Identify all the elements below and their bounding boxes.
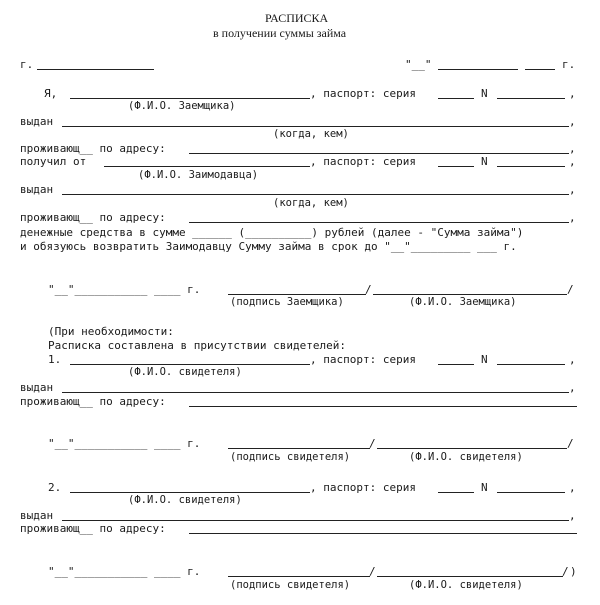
comma: , xyxy=(569,155,576,168)
slash: / xyxy=(567,437,574,450)
witness1-address-label: проживающ__ по адресу: xyxy=(20,395,166,408)
witness2-fio-sign-field[interactable] xyxy=(377,576,563,577)
witness2-number: 2. xyxy=(48,481,62,494)
witness2-passport-number-field[interactable] xyxy=(497,492,565,493)
borrower-name-field[interactable] xyxy=(70,98,310,99)
witness1-passport-n-label: N xyxy=(481,353,488,366)
borrower-address-field[interactable] xyxy=(189,153,569,154)
lender-issued-label: выдан xyxy=(20,183,54,196)
witness2-passport-series-field[interactable] xyxy=(438,492,474,493)
if-needed-note: (При необходимости: xyxy=(48,325,174,338)
lender-passport-series-field[interactable] xyxy=(438,166,474,167)
witness-statement: Расписка составлена в присутствии свидетелей: xyxy=(48,339,347,352)
witness1-passport-series-label: , паспорт: серия xyxy=(310,353,416,366)
lender-address-label: проживающ__ по адресу: xyxy=(20,211,166,224)
borrower-fio-sign-field[interactable] xyxy=(373,294,567,295)
borrower-when-by-whom-caption: (когда, кем) xyxy=(273,128,349,140)
witness2-passport-n-label: N xyxy=(481,481,488,494)
borrower-fio-sign-caption: (Ф.И.О. Заемщика) xyxy=(409,296,517,308)
borrower-fio-caption: (Ф.И.О. Заемщика) xyxy=(128,100,236,112)
comma: , xyxy=(569,353,576,366)
witness2-issued-label: выдан xyxy=(20,509,54,522)
comma: , xyxy=(569,211,576,224)
borrower-passport-series-label: , паспорт: серия xyxy=(310,87,416,100)
intro-ya: Я, xyxy=(44,87,58,100)
borrower-passport-series-field[interactable] xyxy=(438,98,474,99)
lender-when-by-whom-caption: (когда, кем) xyxy=(273,197,349,209)
city-field[interactable] xyxy=(37,69,154,70)
witness1-issued-label: выдан xyxy=(20,381,54,394)
witness1-name-field[interactable] xyxy=(70,364,310,365)
borrower-address-label: проживающ__ по адресу: xyxy=(20,142,166,155)
comma: , xyxy=(569,87,576,100)
slash: / xyxy=(562,565,569,578)
borrower-issued-field[interactable] xyxy=(62,126,569,127)
money-amount-line: денежные средства в сумме ______ (__________) рублей (далее - "Сумма займа") xyxy=(20,226,524,239)
witness2-fio-caption: (Ф.И.О. свидетеля) xyxy=(128,494,242,506)
witness1-issued-field[interactable] xyxy=(62,392,569,393)
comma: , xyxy=(569,481,576,494)
lender-name-field[interactable] xyxy=(104,166,310,167)
lender-issued-field[interactable] xyxy=(62,194,569,195)
slash: / xyxy=(369,437,376,450)
lender-fio-caption: (Ф.И.О. Заимодавца) xyxy=(138,169,259,181)
witness1-signature-caption: (подпись свидетеля) xyxy=(230,451,351,463)
borrower-signature-field[interactable] xyxy=(228,294,366,295)
witness2-issued-field[interactable] xyxy=(62,520,569,521)
witness2-signature-caption: (подпись свидетеля) xyxy=(230,579,351,591)
date-year-suffix: г. xyxy=(562,58,576,71)
closing-paren: ) xyxy=(570,565,577,578)
borrower-sign-date: "__"___________ ____ г. xyxy=(48,283,201,296)
slash: / xyxy=(567,283,574,296)
comma: , xyxy=(569,115,576,128)
witness2-fio-sign-caption: (Ф.И.О. свидетеля) xyxy=(409,579,523,591)
witness1-fio-sign-caption: (Ф.И.О. свидетеля) xyxy=(409,451,523,463)
witness1-passport-number-field[interactable] xyxy=(497,364,565,365)
document-title: РАСПИСКА xyxy=(265,11,329,25)
witness1-sign-date: "__"___________ ____ г. xyxy=(48,437,201,450)
borrower-passport-number-field[interactable] xyxy=(497,98,565,99)
date-month-field[interactable] xyxy=(438,69,518,70)
lender-passport-number-field[interactable] xyxy=(497,166,565,167)
witness2-signature-field[interactable] xyxy=(228,576,370,577)
witness1-address-field[interactable] xyxy=(189,406,577,407)
witness2-name-field[interactable] xyxy=(70,492,310,493)
witness2-passport-series-label: , паспорт: серия xyxy=(310,481,416,494)
witness1-signature-field[interactable] xyxy=(228,448,370,449)
comma: , xyxy=(569,381,576,394)
comma: , xyxy=(569,509,576,522)
date-day: "__" xyxy=(405,58,432,71)
borrower-issued-label: выдан xyxy=(20,115,54,128)
comma: , xyxy=(569,183,576,196)
witness2-address-label: проживающ__ по адресу: xyxy=(20,522,166,535)
lender-passport-n-label: N xyxy=(481,155,488,168)
lender-address-field[interactable] xyxy=(189,222,569,223)
witness2-sign-date: "__"___________ ____ г. xyxy=(48,565,201,578)
city-label: г. xyxy=(20,58,34,71)
witness1-passport-series-field[interactable] xyxy=(438,364,474,365)
date-year-field[interactable] xyxy=(525,69,555,70)
slash: / xyxy=(369,565,376,578)
lender-passport-series-label: , паспорт: серия xyxy=(310,155,416,168)
slash: / xyxy=(365,283,372,296)
witness1-fio-caption: (Ф.И.О. свидетеля) xyxy=(128,366,242,378)
borrower-passport-n-label: N xyxy=(481,87,488,100)
witness1-number: 1. xyxy=(48,353,62,366)
witness2-address-field[interactable] xyxy=(189,533,577,534)
document-subtitle: в получении суммы займа xyxy=(213,26,347,40)
obligation-line: и обязуюсь возвратить Заимодавцу Сумму займа в срок до "__"_________ ___ г. xyxy=(20,240,517,253)
received-from-label: получил от xyxy=(20,155,87,168)
witness1-fio-sign-field[interactable] xyxy=(377,448,567,449)
borrower-signature-caption: (подпись Заемщика) xyxy=(230,296,344,308)
comma: , xyxy=(569,142,576,155)
